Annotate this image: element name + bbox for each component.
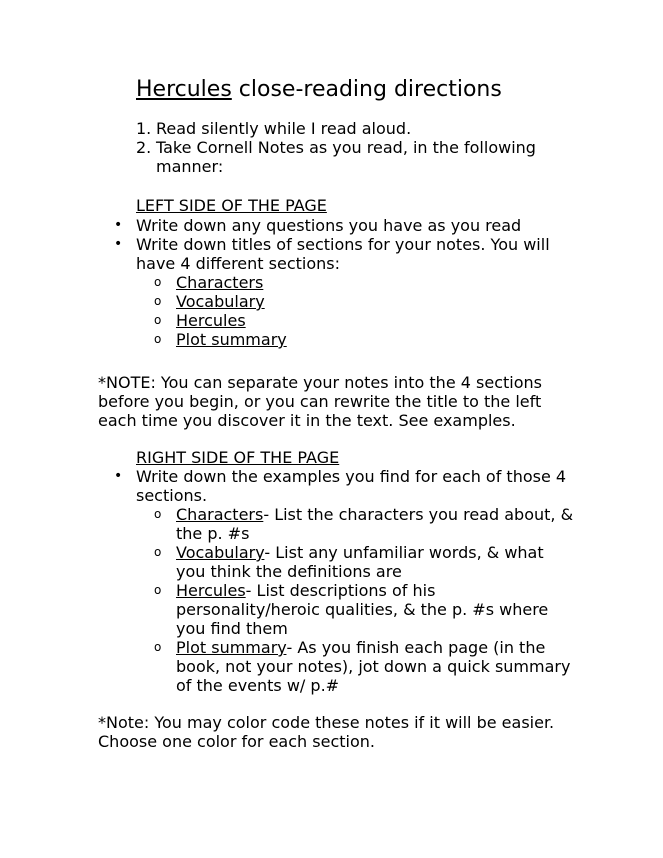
- step-number: 1.: [136, 119, 152, 138]
- sub-bullet-glyph: o: [154, 507, 162, 521]
- section-item-hercules: [114, 311, 574, 330]
- sub-bullet-glyph: o: [154, 332, 162, 346]
- section-name: Vocabulary: [176, 292, 265, 311]
- example-term: Plot summary: [176, 638, 287, 657]
- example-item-hercules: [114, 581, 574, 638]
- example-desc: - List descriptions of his personality/heroic qualities, & the p. #s where you find them: [176, 581, 549, 638]
- right-side-heading: RIGHT SIDE OF THE PAGE: [136, 448, 340, 467]
- list-item: [114, 467, 574, 505]
- bullet-glyph: •: [114, 236, 123, 252]
- section-name: Characters: [176, 273, 264, 292]
- bullet-text: Write down titles of sections for your notes. You will have 4 different sections:: [136, 235, 550, 273]
- sub-bullet-glyph: o: [154, 313, 162, 327]
- list-item: [114, 235, 574, 273]
- bullet-glyph: •: [114, 468, 123, 484]
- title-hercules: Hercules: [136, 77, 232, 102]
- section-item-vocabulary: [114, 292, 574, 311]
- section-name: Hercules: [176, 311, 246, 330]
- example-desc: - As you finish each page (in the book, not your notes), jot down a quick summary of the events w/ p.#: [176, 638, 571, 695]
- example-desc: - List any unfamiliar words, & what you think the definitions are: [176, 543, 544, 581]
- bullet-glyph: •: [114, 217, 123, 233]
- steps-list: [136, 119, 576, 176]
- step-item: [136, 119, 576, 138]
- example-term: Vocabulary: [176, 543, 265, 562]
- list-item: [114, 216, 574, 235]
- sub-bullet-glyph: o: [154, 275, 162, 289]
- section-item-characters: [114, 273, 574, 292]
- example-desc: - List the characters you read about, & the p. #s: [176, 505, 574, 543]
- example-item-characters: [114, 505, 574, 543]
- sub-bullet-glyph: o: [154, 583, 162, 597]
- page-title: [136, 76, 502, 104]
- sub-bullet-glyph: o: [154, 640, 162, 654]
- note-color-code: *Note: You may color code these notes if it will be easier. Choose one color for each section.: [98, 713, 555, 751]
- step-item: [136, 138, 576, 176]
- bullet-text: Write down the examples you find for each of those 4 sections.: [136, 467, 567, 505]
- step-number: 2.: [136, 138, 152, 157]
- sub-bullet-glyph: o: [154, 294, 162, 308]
- left-side-bullets: [114, 216, 574, 349]
- section-name: Plot summary: [176, 330, 287, 349]
- note-separate-sections: *NOTE: You can separate your notes into the 4 sections before you begin, or you can rewrite the title to the left each time you discover it in the text. See examples.: [98, 373, 542, 430]
- example-term: Hercules: [176, 581, 246, 600]
- section-item-plot-summary: [114, 330, 574, 349]
- step-text: Take Cornell Notes as you read, in the following manner:: [156, 138, 536, 176]
- step-text: Read silently while I read aloud.: [156, 119, 412, 138]
- bullet-text: Write down any questions you have as you read: [136, 216, 522, 235]
- right-side-bullets: [114, 467, 574, 695]
- example-item-vocabulary: [114, 543, 574, 581]
- title-rest: close-reading directions: [231, 77, 502, 102]
- example-item-plot-summary: [114, 638, 574, 695]
- left-side-heading: LEFT SIDE OF THE PAGE: [136, 196, 327, 215]
- example-term: Characters: [176, 505, 264, 524]
- sub-bullet-glyph: o: [154, 545, 162, 559]
